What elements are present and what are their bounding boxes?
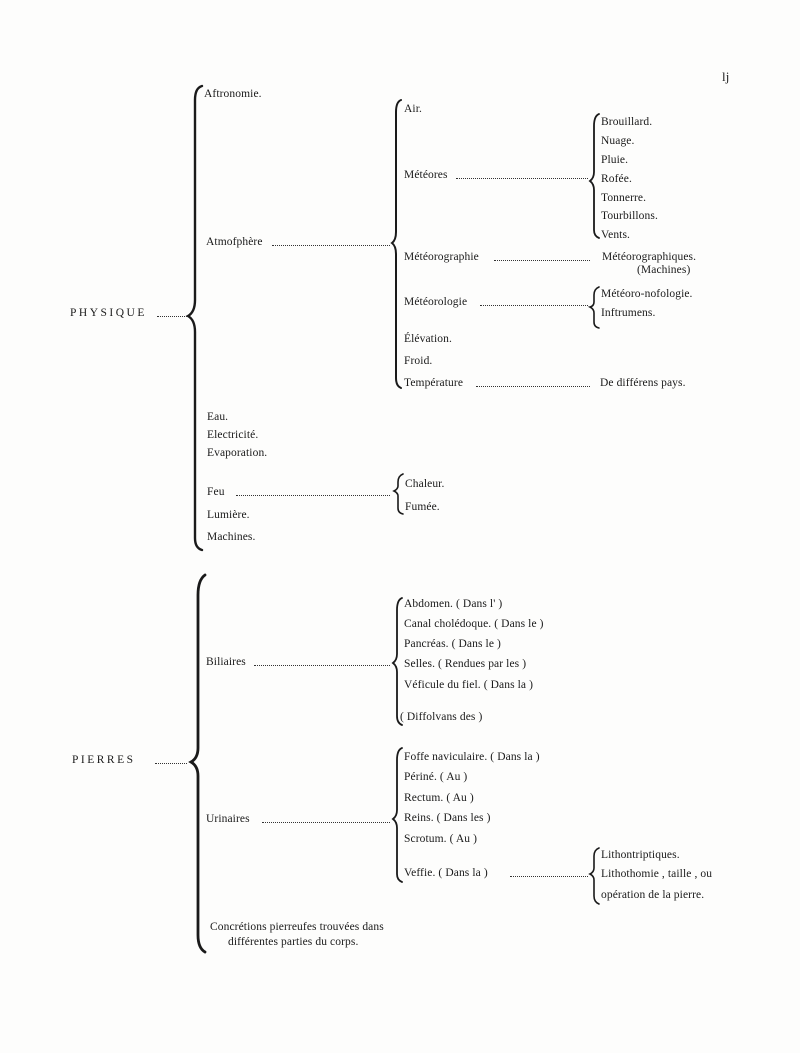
meteores-item: Tourbillons. (601, 210, 658, 222)
concretions-entry: Concrétions pierreufes trouvées dans (210, 921, 384, 933)
meteores-item: Pluie. (601, 154, 629, 166)
astronomie-entry: Aftronomie. (204, 88, 262, 100)
brace-feu (394, 474, 403, 514)
folio-number: lj (722, 69, 730, 84)
vessie-item: opération de la pierre. (601, 889, 705, 901)
leader-dots (157, 316, 187, 317)
brace-meteorologie (590, 287, 599, 328)
meteorologie-entry: Météorologie (404, 296, 468, 308)
urinaires-item: Périné. ( Au ) (404, 771, 468, 783)
brace-biliaires (393, 598, 402, 725)
leader-dots (480, 305, 588, 306)
feu-entry: Feu (207, 486, 225, 498)
lumiere-entry: Lumière. (207, 509, 250, 521)
eau-entry: Eau. (207, 411, 229, 423)
vessie-item: Lithontriptiques. (601, 849, 680, 861)
meteorologie-item: Inftrumens. (601, 307, 656, 319)
biliaires-item: Pancréas. ( Dans le ) (404, 638, 501, 650)
meteorologie-item: Météoro-nofologie. (601, 288, 693, 300)
elevation-entry: Élévation. (404, 333, 452, 345)
urinaires-item: Reins. ( Dans les ) (404, 812, 491, 824)
air-entry: Air. (404, 103, 422, 115)
brace-vessie (590, 848, 599, 904)
biliaires-item: Selles. ( Rendues par les ) (404, 658, 527, 670)
biliaires-item: Véficule du fiel. ( Dans la ) (404, 679, 534, 691)
meteores-entry: Météores (404, 169, 448, 181)
leader-dots (262, 822, 390, 823)
brace-meteores (590, 114, 599, 238)
meteorographie-entry: Météorographie (404, 251, 479, 263)
evaporation-entry: Evaporation. (207, 447, 268, 459)
biliaires-item: Canal cholédoque. ( Dans le ) (404, 618, 544, 630)
leader-dots (272, 245, 390, 246)
meteores-item: Tonnerre. (601, 192, 647, 204)
electricite-entry: Electricité. (207, 429, 259, 441)
urinaires-item: Scrotum. ( Au ) (404, 833, 478, 845)
urinaires-item: Foffe naviculaire. ( Dans la ) (404, 751, 540, 763)
leader-dots (494, 260, 590, 261)
meteores-item: Rofée. (601, 173, 632, 185)
feu-item: Chaleur. (405, 478, 445, 490)
temperature-detail: De différens pays. (600, 377, 686, 389)
brace-physique (188, 86, 202, 550)
biliaires-entry: Biliaires (206, 656, 246, 668)
leader-dots (476, 386, 590, 387)
meteorographie-detail: Météorographiques. (602, 251, 697, 263)
leader-dots (510, 876, 588, 877)
meteores-item: Brouillard. (601, 116, 653, 128)
atmosphere-entry: Atmofphère (206, 236, 263, 248)
brace-atmosphere (392, 100, 401, 388)
meteores-item: Nuage. (601, 135, 635, 147)
leader-dots (155, 763, 187, 764)
urinaires-entry: Urinaires (206, 813, 250, 825)
machines-entry: Machines. (207, 531, 256, 543)
leader-dots (456, 178, 588, 179)
feu-item: Fumée. (405, 501, 440, 513)
vessie-item: Lithothomie , taille , ou (601, 868, 713, 880)
concretions-entry-line2: différentes parties du corps. (228, 936, 359, 948)
meteorographie-detail: (Machines) (637, 264, 691, 276)
leader-dots (236, 495, 390, 496)
urinaires-item: Rectum. ( Au ) (404, 792, 474, 804)
vessie-entry: Veffie. ( Dans la ) (404, 867, 488, 879)
froid-entry: Froid. (404, 355, 433, 367)
biliaires-item: ( Diffolvans des ) (400, 711, 483, 723)
brace-urinaires (393, 748, 402, 882)
brace-pierres (191, 575, 205, 952)
pierres-label: PIERRES (72, 754, 136, 766)
leader-dots (254, 665, 390, 666)
biliaires-item: Abdomen. ( Dans l' ) (404, 598, 503, 610)
physique-label: PHYSIQUE (70, 307, 147, 319)
meteores-item: Vents. (601, 229, 631, 241)
temperature-entry: Température (404, 377, 464, 389)
